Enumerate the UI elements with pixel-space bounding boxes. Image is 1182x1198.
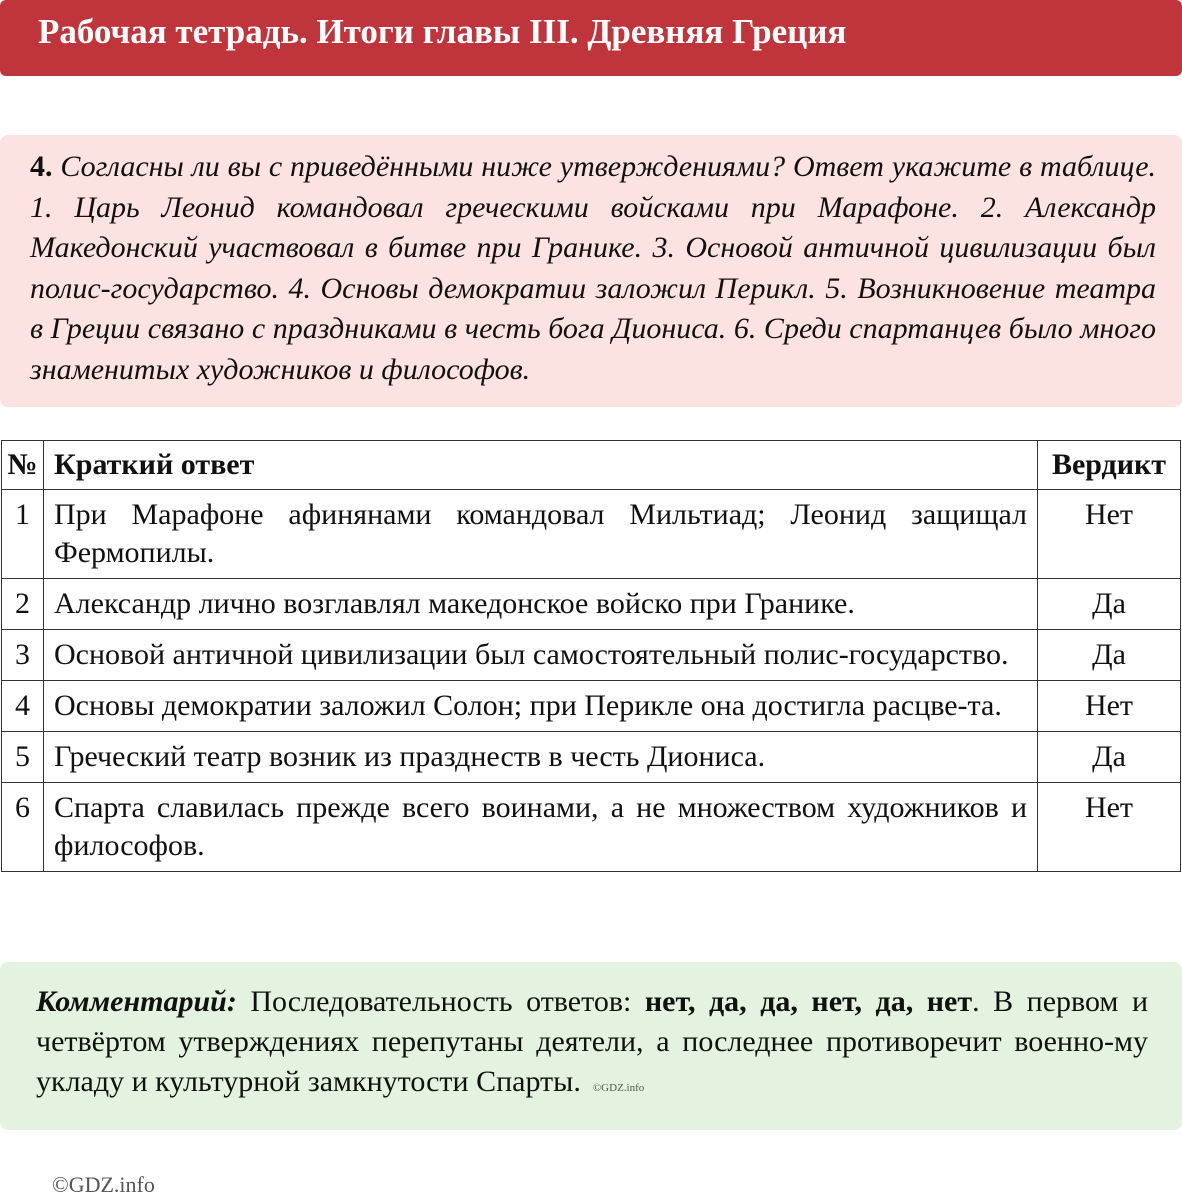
comment-text xyxy=(36,982,1148,1108)
row-num: 1 xyxy=(2,490,44,579)
row-num: 3 xyxy=(2,630,44,681)
task-text xyxy=(30,147,1156,390)
table-row xyxy=(2,630,1181,681)
table-row xyxy=(2,681,1181,732)
page-title: Рабочая тетрадь. Итоги главы III. Древняя Греция xyxy=(38,12,847,51)
comment-block xyxy=(0,962,1182,1130)
row-num: 5 xyxy=(2,732,44,783)
comment-copyright: ©GDZ.info xyxy=(592,1082,645,1094)
row-answer: Основы демократии заложил Солон; при Перикле она достигла расцве-та. xyxy=(44,681,1038,732)
row-num: 4 xyxy=(2,681,44,732)
table-row xyxy=(2,579,1181,630)
header-num: № xyxy=(2,441,44,490)
comment-intro: Последовательность ответов: xyxy=(236,985,645,1018)
comment-sequence: нет, да, да, нет, да, нет xyxy=(644,985,973,1018)
footer-copyright: ©GDZ.info xyxy=(52,1172,155,1197)
comment-rest: . В первом и четвёртом утверждениях перепутаны деятели, а последнее противоречит военно-му укладу и культурной замкнутости Спарты. xyxy=(36,985,1149,1098)
row-verdict: Да xyxy=(1038,630,1181,681)
answers-table xyxy=(1,440,1181,872)
table-header-row xyxy=(2,441,1181,490)
task-number: 4. xyxy=(30,150,53,183)
task-block xyxy=(0,135,1182,407)
row-verdict: Нет xyxy=(1038,783,1181,872)
row-verdict: Да xyxy=(1038,579,1181,630)
header-answer: Краткий ответ xyxy=(44,441,1038,490)
row-num: 2 xyxy=(2,579,44,630)
header-verdict: Вердикт xyxy=(1038,441,1181,490)
table-row xyxy=(2,490,1181,579)
row-verdict: Нет xyxy=(1038,490,1181,579)
row-answer: Основой античной цивилизации был самостоятельный полис-государство. xyxy=(44,630,1038,681)
row-answer: Спарта славилась прежде всего воинами, а не множеством художников и философов. xyxy=(44,783,1038,872)
row-answer: Александр лично возглавлял македонское войско при Гранике. xyxy=(44,579,1038,630)
comment-label: Комментарий: xyxy=(36,985,237,1018)
page-header xyxy=(0,0,1182,76)
row-num: 6 xyxy=(2,783,44,872)
row-verdict: Да xyxy=(1038,732,1181,783)
table-row xyxy=(2,732,1181,783)
row-answer: При Марафоне афинянами командовал Мильтиад; Леонид защищал Фермопилы. xyxy=(44,490,1038,579)
row-verdict: Нет xyxy=(1038,681,1181,732)
task-statement: Согласны ли вы с приведёнными ниже утверждениями? Ответ укажите в таблице. 1. Царь Леонид командовал греческими войсками при Марафоне. 2. Александр Македонский участвовал в битве при Гранике. 3. Основой античной цивилизации был полис-государство. 4. Основы демократии заложил Перикл. 5. Возникновение театра в Греции связано с праздниками в честь бога Диониса. 6. Среди спартанцев было много знаменитых художников и философов. xyxy=(30,150,1157,386)
row-answer: Греческий театр возник из празднеств в честь Диониса. xyxy=(44,732,1038,783)
table-row xyxy=(2,783,1181,872)
